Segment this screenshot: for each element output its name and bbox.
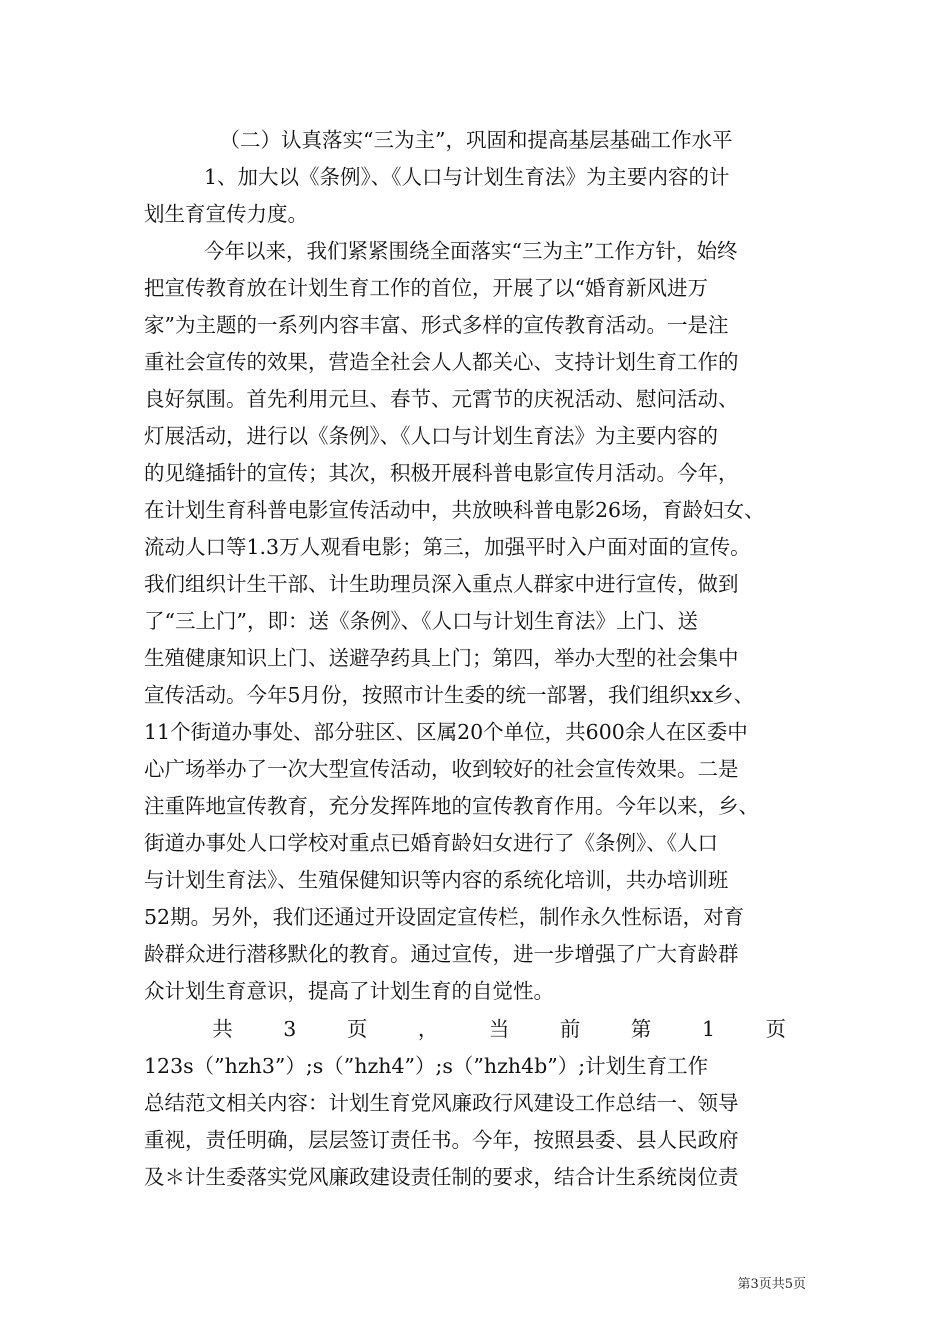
body-line: 家”为主题的一系列内容丰富、形式多样的宣传教育活动。一是注 [144, 313, 729, 337]
item-1-title-line-1: 1、加大以《条例》、《人口与计划生育法》为主要内容的计 [204, 165, 730, 189]
tail-line: 总结范文相关内容：计划生育党风廉政行风建设工作总结一、领导 [144, 1091, 739, 1115]
page-indicator [144, 1016, 808, 1042]
page-indicator-text: 共 3 页 ， 当 前 第 1 页 [212, 1017, 808, 1041]
body-line: 流动人口等1.3万人观看电影；第三，加强平时入户面对面的宣传。 [144, 535, 751, 559]
tail-line: 123s（”hzh3”）;s（”hzh4”）;s（”hzh4b”）;计划生育工作 [144, 1054, 709, 1078]
body-line: 把宣传教育放在计划生育工作的首位，开展了以“婚育新风进万 [144, 276, 708, 300]
body-line: 注重阵地宣传教育，充分发挥阵地的宣传教育作用。今年以来，乡、 [144, 794, 759, 818]
body-line: 灯展活动，进行以《条例》、《人口与计划生育法》为主要内容的 [144, 424, 718, 448]
body-line: 众计划生育意识，提高了计划生育的自觉性。 [144, 979, 554, 1003]
tail-line: 及＊计生委落实党风廉政建设责任制的要求，结合计生系统岗位责 [144, 1165, 739, 1189]
body-line: 11个街道办事处、部分驻区、区属20个单位，共600余人在区委中 [144, 720, 748, 744]
body-line: 宣传活动。今年5月份，按照市计生委的统一部署，我们组织xx乡、 [144, 683, 755, 707]
body-line: 了“三上门”，即：送《条例》、《人口与计划生育法》上门、送 [144, 609, 698, 633]
body-line: 龄群众进行潜移默化的教育。通过宣传，进一步增强了广大育龄群 [144, 942, 739, 966]
body-line: 良好氛围。首先利用元旦、春节、元霄节的庆祝活动、慰问活动、 [144, 387, 739, 411]
body-line: 街道办事处人口学校对重点已婚育龄妇女进行了《条例》、《人口 [144, 831, 718, 855]
body-line: 52期。另外，我们还通过开设固定宣传栏，制作永久性标语，对育 [144, 905, 745, 929]
item-1-title-line-2: 划生育宣传力度。 [144, 202, 308, 226]
footer-page-number: 第3页共5页 [737, 1277, 806, 1292]
body-line: 与计划生育法》、生殖保健知识等内容的系统化培训，共办培训班 [144, 868, 729, 892]
body-line: 生殖健康知识上门、送避孕药具上门；第四，举办大型的社会集中 [144, 646, 739, 670]
body-line: 今年以来，我们紧紧围绕全面落实“三为主”工作方针，始终 [204, 239, 738, 263]
body-line: 我们组织计生干部、计生助理员深入重点人群家中进行宣传，做到 [144, 572, 739, 596]
section-heading: （二）认真落实“三为主”，巩固和提高基层基础工作水平 [219, 128, 733, 152]
tail-line: 重视，责任明确，层层签订责任书。今年，按照县委、县人民政府 [144, 1128, 739, 1152]
body-line: 心广场举办了一次大型宣传活动，收到较好的社会宣传效果。二是 [144, 757, 739, 781]
body-line: 的见缝插针的宣传；其次，积极开展科普电影宣传月活动。今年， [144, 461, 739, 485]
body-line: 重社会宣传的效果，营造全社会人人都关心、支持计划生育工作的 [144, 350, 739, 374]
body-line: 在计划生育科普电影宣传活动中，共放映科普电影26场，育龄妇女、 [144, 498, 765, 522]
